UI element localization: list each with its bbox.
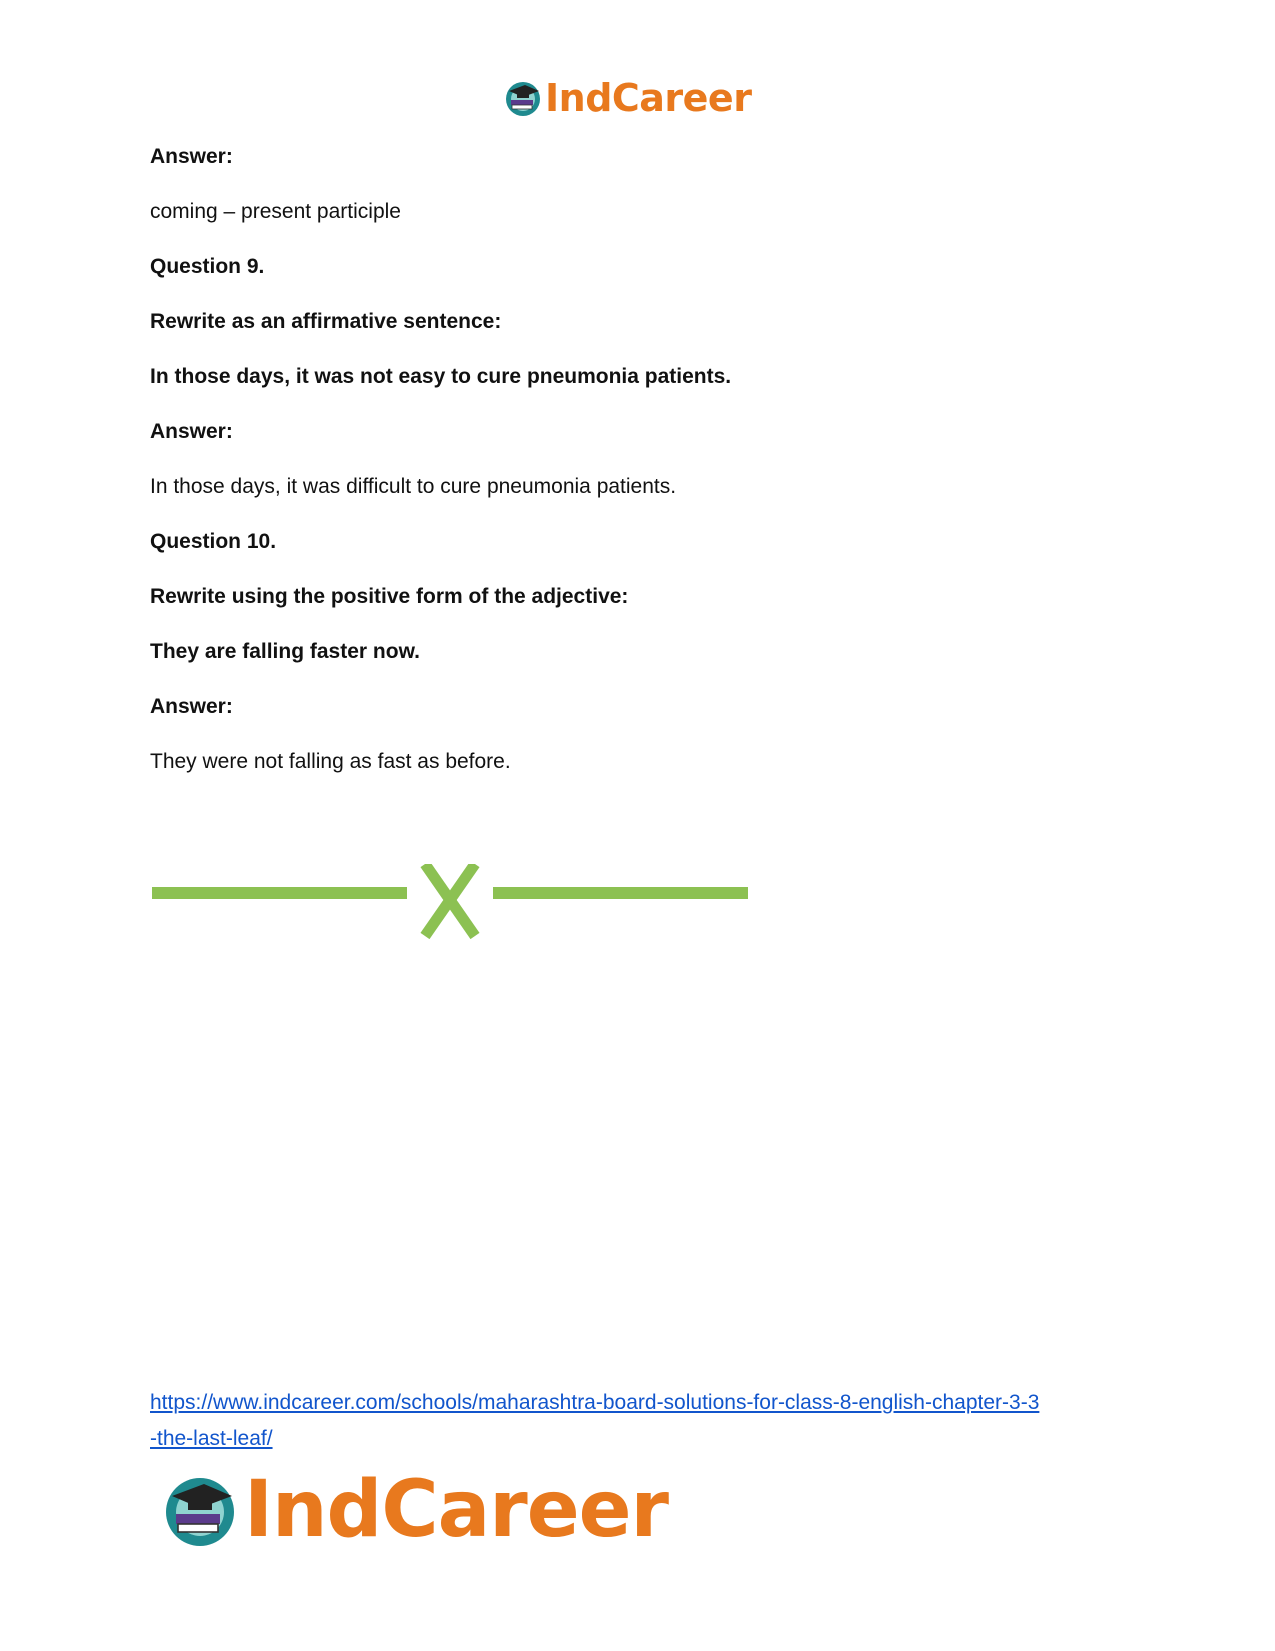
question-instruction: Rewrite as an affirmative sentence: <box>150 310 502 333</box>
answer-label: Answer: <box>150 145 233 168</box>
question-heading: Question 9. <box>150 255 265 278</box>
graduation-cap-books-icon <box>160 1470 240 1550</box>
x-divider-icon <box>150 864 750 949</box>
source-url-line-1[interactable]: https://www.indcareer.com/schools/maharashtra-board-solutions-for-class-8-english-chapter-3-3 <box>150 1391 1040 1414</box>
logo-wordmark: IndCareer <box>545 76 752 120</box>
answer-label: Answer: <box>150 695 233 718</box>
graduation-cap-books-icon <box>503 78 543 118</box>
header-logo <box>503 78 751 118</box>
question-instruction: Rewrite using the positive form of the adjective: <box>150 585 629 608</box>
source-url-line-2[interactable]: -the-last-leaf/ <box>150 1427 273 1450</box>
answer-text: coming – present participle <box>150 200 401 223</box>
source-url-link[interactable] <box>150 1385 1150 1457</box>
answer-text: In those days, it was difficult to cure pneumonia patients. <box>150 475 677 498</box>
question-sentence: In those days, it was not easy to cure pneumonia patients. <box>150 365 732 388</box>
footer-logo <box>160 1465 668 1555</box>
answer-text: They were not falling as fast as before. <box>150 750 511 773</box>
question-heading: Question 10. <box>150 530 277 553</box>
document-body <box>150 144 1150 804</box>
question-sentence: They are falling faster now. <box>150 640 420 663</box>
logo-wordmark: IndCareer <box>244 1465 668 1555</box>
answer-label: Answer: <box>150 420 233 443</box>
